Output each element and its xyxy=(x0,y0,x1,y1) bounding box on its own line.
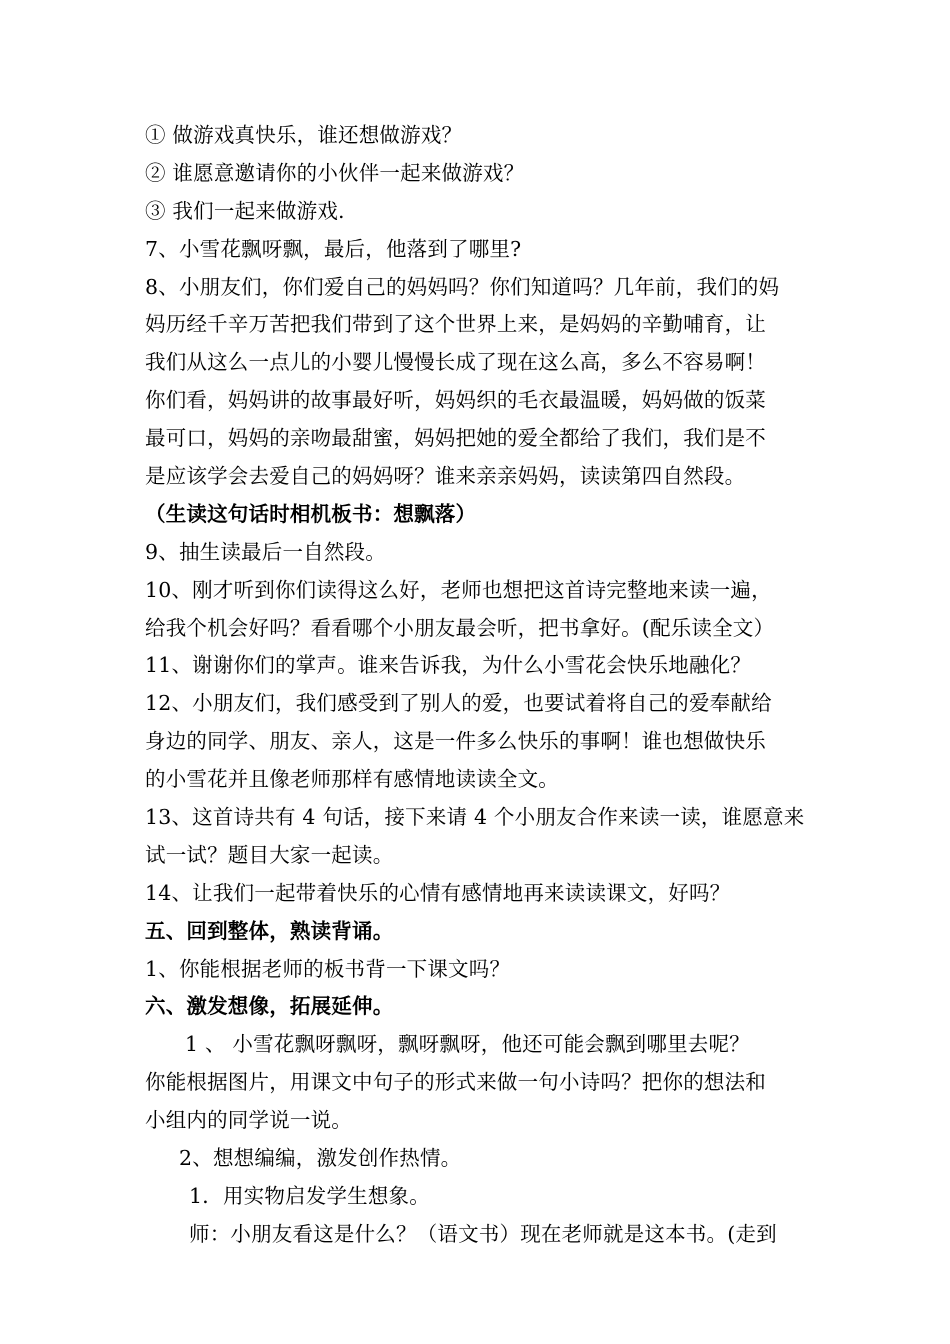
text-line: 1、你能根据老师的板书背一下课文吗？ xyxy=(145,956,511,981)
text-line: 是应该学会去爱自己的妈妈呀？谁来亲亲妈妈，读读第四自然段。 xyxy=(145,464,746,489)
section-heading: 五、回到整体，熟读背诵。 xyxy=(145,918,394,943)
text-line: 2、想想编编，激发创作热情。 xyxy=(179,1146,462,1171)
text-line: 7、小雪花飘呀飘，最后，他落到了哪里? xyxy=(145,236,522,261)
text-line: ③ 我们一起来做游戏. xyxy=(145,198,345,223)
text-line: 我们从这么一点儿的小婴儿慢慢长成了现在这么高，多么不容易啊！ xyxy=(145,350,766,375)
text-line: 1．用实物启发学生想象。 xyxy=(189,1183,430,1208)
document-body xyxy=(145,117,810,1254)
text-line: 给我个机会好吗？看看哪个小朋友最会听，把书拿好。(配乐读全文） xyxy=(145,615,775,640)
text-line: 11、谢谢你们的掌声。谁来告诉我，为什么小雪花会快乐地融化？ xyxy=(145,653,752,678)
text-line: 试一试？题目大家一起读。 xyxy=(145,842,394,867)
text-line: 妈历经千辛万苦把我们带到了这个世界上来，是妈妈的辛勤哺育，让 xyxy=(145,312,766,337)
text-line: 13、这首诗共有 4 句话，接下来请 4 个小朋友合作来读一读，谁愿意来 xyxy=(145,805,805,830)
text-line: 10、刚才听到你们读得这么好，老师也想把这首诗完整地来读一遍， xyxy=(145,577,772,602)
text-line: 12、小朋友们，我们感受到了别人的爱，也要试着将自己的爱奉献给 xyxy=(145,691,772,716)
text-line: 14、让我们一起带着快乐的心情有感情地再来读读课文，好吗？ xyxy=(145,880,731,905)
text-line: 你们看，妈妈讲的故事最好听，妈妈织的毛衣最温暖，妈妈做的饭菜 xyxy=(145,388,766,413)
text-line: 身边的同学、朋友、亲人，这是一件多么快乐的事啊！谁也想做快乐 xyxy=(145,729,766,754)
text-line: 的小雪花并且像老师那样有感情地读读全文。 xyxy=(145,767,559,792)
text-line: 9、抽生读最后一自然段。 xyxy=(145,539,386,564)
text-line: 最可口，妈妈的亲吻最甜蜜，妈妈把她的爱全都给了我们，我们是不 xyxy=(145,426,766,451)
text-line: 8、小朋友们，你们爱自己的妈妈吗？你们知道吗？几年前，我们的妈 xyxy=(145,274,780,299)
text-line: 师：小朋友看这是什么？（语文书）现在老师就是这本书。(走到 xyxy=(189,1221,777,1246)
text-line: 你能根据图片，用课文中句子的形式来做一句小诗吗？把你的想法和 xyxy=(145,1070,766,1095)
text-line: 1 、 小雪花飘呀飘呀，飘呀飘呀，他还可能会飘到哪里去呢？ xyxy=(185,1032,750,1057)
text-line: ① 做游戏真快乐，谁还想做游戏？ xyxy=(145,123,463,147)
text-line: 小组内的同学说一说。 xyxy=(145,1108,352,1133)
text-line: ② 谁愿意邀请你的小伙伴一起来做游戏？ xyxy=(145,160,525,185)
section-heading: 六、激发想像，拓展延伸。 xyxy=(145,994,394,1019)
blackboard-note: （生读这句话时相机板书：想飘落） xyxy=(145,501,477,526)
